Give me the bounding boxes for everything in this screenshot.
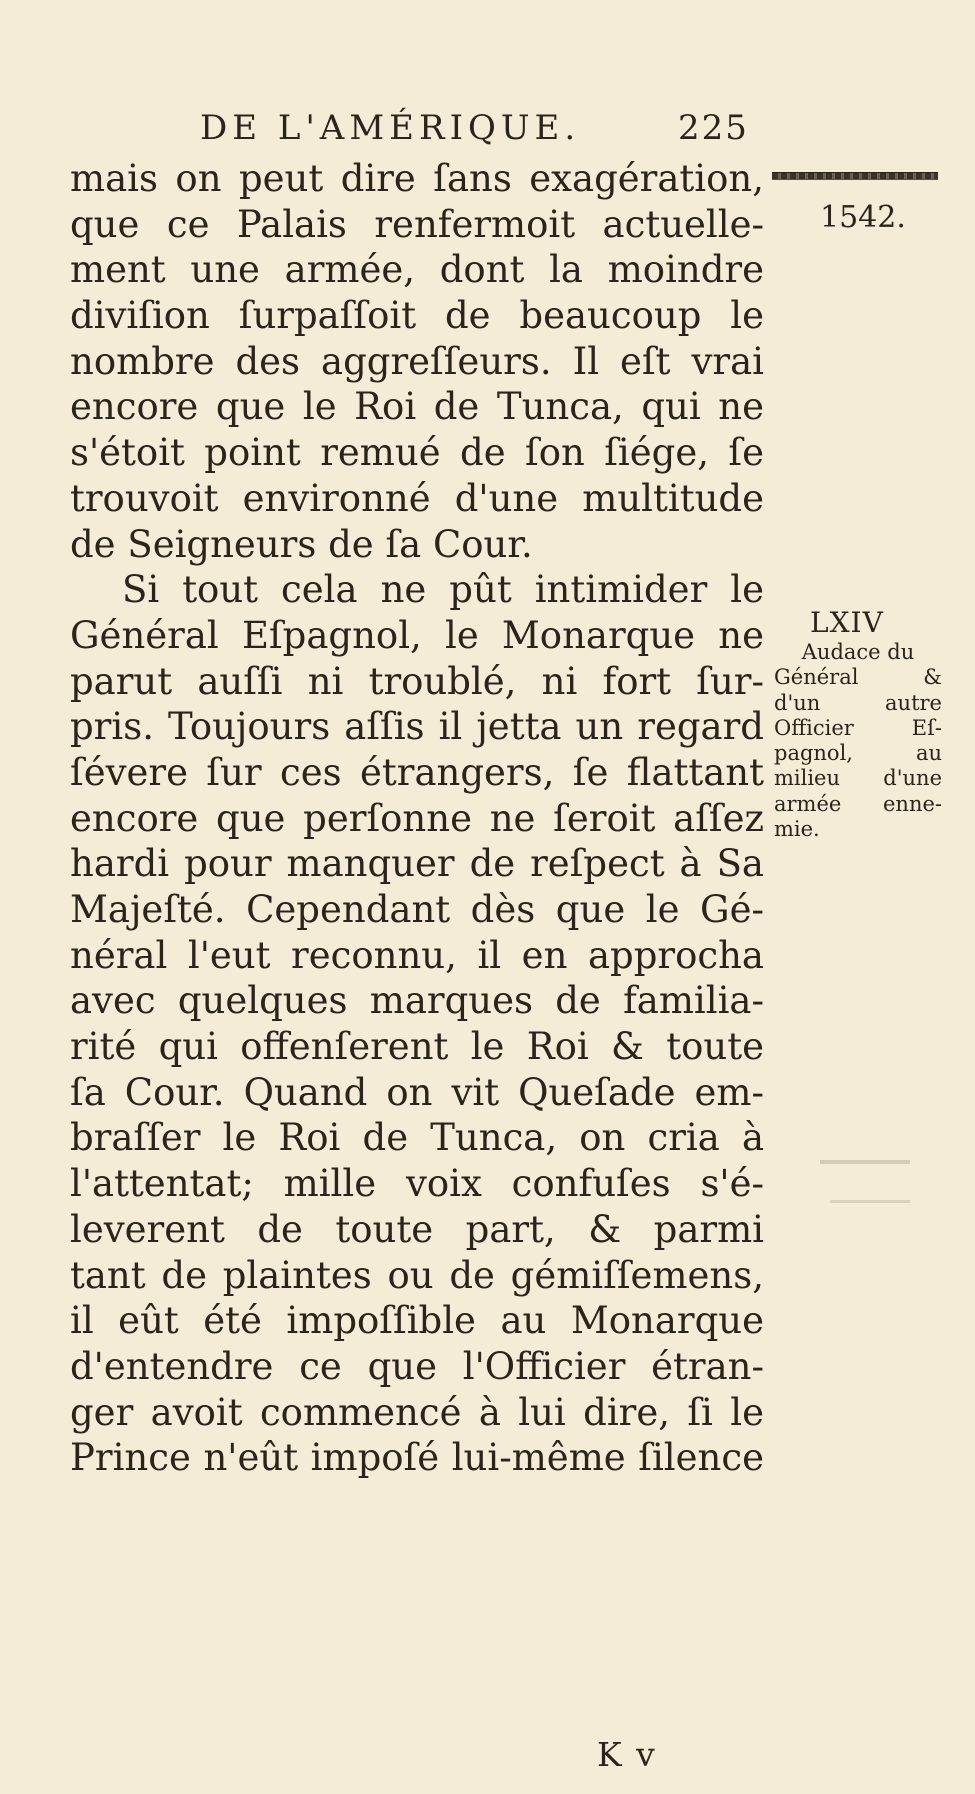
decorative-rule — [772, 172, 938, 180]
text-line: ment une armée, dont la moindre — [70, 248, 764, 292]
margin-year: 1542. — [820, 200, 906, 235]
text-line: parut auſſi ni troublé, ni fort ſur- — [70, 659, 764, 703]
text-line: Majeſté. Cependant dès que le Gé- — [70, 888, 764, 931]
marginal-note-line: pagnol, au — [774, 741, 942, 766]
text-line: il eût été impoſſible au Monarque — [70, 1299, 764, 1343]
text-line: avec quelques marques de familia- — [70, 979, 764, 1023]
text-line: pris. Toujours aſſis il jetta un regard — [70, 705, 764, 749]
signature-mark: K v — [597, 1735, 657, 1774]
marginal-note-line: milieu d'une — [774, 766, 942, 791]
marginal-note-line: Officier Eſ- — [774, 715, 942, 740]
text-line: Si tout cela ne pût intimider le — [122, 568, 764, 612]
text-line: ſa Cour. Quand on vit Queſade em- — [70, 1070, 764, 1114]
marginal-note-line: Audace du — [801, 640, 915, 664]
text-line: encore que le Roi de Tunca, qui ne — [70, 385, 764, 429]
text-line: diviſion ſurpaſſoit de beaucoup le — [70, 294, 764, 338]
running-header — [200, 108, 760, 148]
marginal-note-line: armée enne- — [774, 791, 942, 816]
marginal-note-line: d'un autre — [774, 690, 942, 715]
text-line: trouvoit environné d'une multitude — [70, 476, 764, 520]
show-through-mark — [820, 1160, 910, 1164]
text-line: hardi pour manquer de reſpect à Sa — [70, 842, 764, 886]
marginal-note — [774, 640, 942, 842]
text-line: que ce Palais renfermoit actuelle- — [70, 202, 764, 246]
text-line: mais on peut dire ſans exagération, — [70, 157, 764, 200]
running-title: DE L'AMÉRIQUE. — [200, 108, 581, 148]
text-line: de Seigneurs de ſa Cour. — [70, 522, 533, 566]
text-line: Général Eſpagnol, le Monarque ne — [70, 613, 764, 657]
text-line: l'attentat; mille voix confuſes s'é- — [70, 1162, 764, 1206]
marginal-note-line: Général & — [774, 665, 942, 690]
text-line: rité qui offenſerent le Roi & toute — [70, 1025, 764, 1069]
text-line: nombre des aggreſſeurs. Il eſt vrai — [70, 339, 764, 383]
text-line: ſévere ſur ces étrangers, ſe flattant — [70, 750, 764, 794]
marginal-note-line: mie. — [774, 817, 820, 842]
text-line: néral l'eut reconnu, il en approcha — [70, 933, 764, 977]
text-line: leverent de toute part, & parmi — [70, 1207, 764, 1251]
marginal-note-number: LXIV — [810, 606, 884, 639]
text-line: braſſer le Roi de Tunca, on cria à — [70, 1116, 764, 1160]
page-number: 225 — [678, 108, 749, 148]
show-through-mark — [830, 1200, 910, 1203]
text-line: d'entendre ce que l'Officier étran- — [70, 1344, 764, 1388]
text-line: encore que perſonne ne ſeroit aſſez — [70, 796, 764, 840]
text-line: tant de plaintes ou de gémiſſemens, — [70, 1253, 764, 1297]
main-text — [70, 156, 764, 1481]
text-line: ger avoit commencé à lui dire, ſi le — [70, 1390, 764, 1434]
text-line: Prince n'eût impoſé lui-même ſilence — [70, 1436, 764, 1480]
text-line: s'étoit point remué de ſon ſiége, ſe — [70, 431, 764, 475]
